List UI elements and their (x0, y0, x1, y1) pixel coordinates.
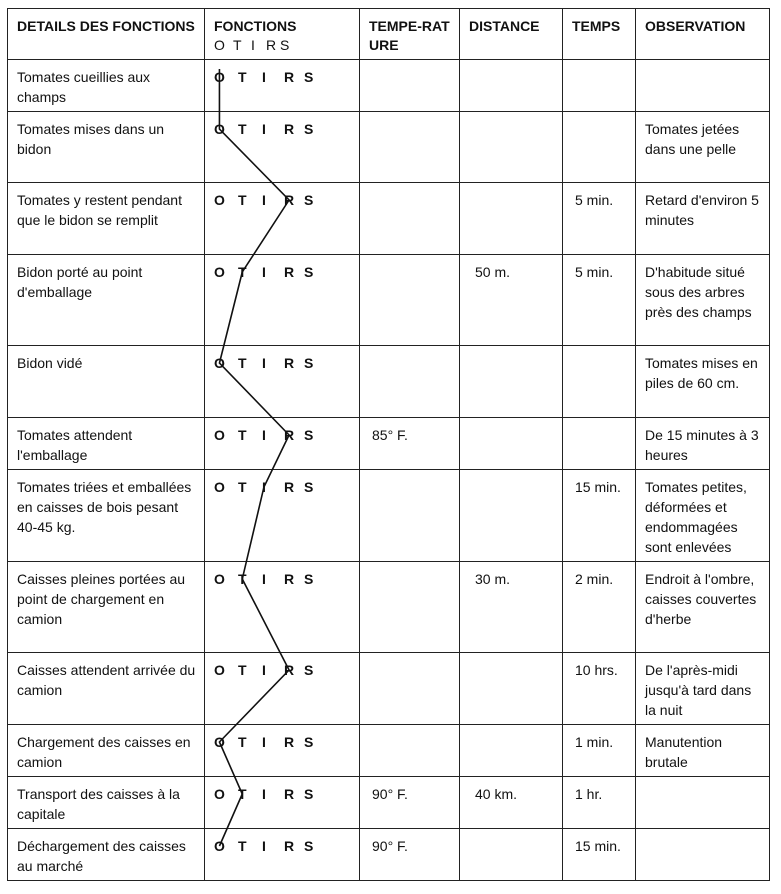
function-letter-t: T (238, 479, 247, 495)
temps-cell: 15 min. (563, 829, 636, 881)
table-row (8, 60, 770, 112)
observation-cell: Tomates mises en piles de 60 cm. (636, 346, 770, 418)
function-letter-t: T (238, 838, 247, 854)
function-letter-o: O (214, 121, 225, 137)
table-row (8, 418, 770, 470)
fonctions-cell (205, 777, 360, 829)
function-letter-r: R (284, 121, 295, 137)
detail-cell: Tomates y restent pendant que le bidon se remplit (8, 183, 205, 255)
distance-cell: 50 m. (460, 255, 563, 346)
function-letter-o: O (214, 571, 225, 587)
table-row (8, 777, 770, 829)
observation-cell: Tomates petites, déformées et endommagées sont enlevées (636, 470, 770, 562)
distance-cell (460, 60, 563, 112)
function-letter-r: R (284, 838, 295, 854)
header-observation: OBSERVATION (636, 9, 770, 60)
distance-cell (460, 470, 563, 562)
table-row (8, 562, 770, 653)
function-letter-r: R (284, 355, 295, 371)
temps-cell: 1 hr. (563, 777, 636, 829)
temperature-cell (360, 255, 460, 346)
distance-cell (460, 653, 563, 725)
temperature-cell (360, 725, 460, 777)
distance-cell: 40 km. (460, 777, 563, 829)
fonctions-cell (205, 255, 360, 346)
function-letter-t: T (238, 734, 247, 750)
function-letter-r: R (284, 427, 295, 443)
function-letter-t: T (238, 571, 247, 587)
function-letter-r: R (284, 571, 295, 587)
function-letter-o: O (214, 734, 225, 750)
function-letter-s: S (304, 264, 314, 280)
function-letter-s: S (304, 121, 314, 137)
detail-cell: Tomates mises dans un bidon (8, 112, 205, 183)
observation-cell: De l'après-midi jusqu'à tard dans la nuit (636, 653, 770, 725)
header-details: DETAILS DES FONCTIONS (8, 9, 205, 60)
function-letter-o: O (214, 264, 225, 280)
function-letter-i: I (262, 264, 266, 280)
function-letters (214, 836, 353, 856)
function-letter-r: R (284, 69, 295, 85)
detail-cell: Transport des caisses à la capitale (8, 777, 205, 829)
header-distance: DISTANCE (460, 9, 563, 60)
table-row (8, 470, 770, 562)
detail-cell: Tomates triées et emballées en caisses de bois pesant 40-45 kg. (8, 470, 205, 562)
fonctions-cell (205, 470, 360, 562)
function-letters (214, 67, 353, 87)
table-row (8, 725, 770, 777)
temperature-cell: 90° F. (360, 829, 460, 881)
function-letter-r: R (284, 662, 295, 678)
function-letter-s: S (304, 786, 314, 802)
distance-cell (460, 725, 563, 777)
function-letter-t: T (238, 662, 247, 678)
function-letter-o: O (214, 786, 225, 802)
function-letter-s: S (304, 479, 314, 495)
fonctions-cell (205, 562, 360, 653)
function-letter-t: T (238, 355, 247, 371)
function-letter-s: S (304, 427, 314, 443)
function-letter-s: S (304, 838, 314, 854)
function-letter-o: O (214, 662, 225, 678)
function-letter-i: I (262, 69, 266, 85)
function-letter-t: T (238, 786, 247, 802)
function-letter-t: T (238, 264, 247, 280)
temps-cell: 5 min. (563, 183, 636, 255)
distance-cell: 30 m. (460, 562, 563, 653)
observation-cell: Tomates jetées dans une pelle (636, 112, 770, 183)
fonctions-cell (205, 346, 360, 418)
temperature-cell (360, 183, 460, 255)
table-row (8, 255, 770, 346)
temperature-cell (360, 653, 460, 725)
function-letters (214, 190, 353, 210)
function-letter-o: O (214, 427, 225, 443)
observation-cell: D'habitude situé sous des arbres près des champs (636, 255, 770, 346)
function-letter-s: S (304, 69, 314, 85)
function-letter-r: R (284, 734, 295, 750)
observation-cell (636, 829, 770, 881)
table-row (8, 346, 770, 418)
function-letter-i: I (262, 355, 266, 371)
header-row (8, 9, 770, 60)
temps-cell: 15 min. (563, 470, 636, 562)
fonctions-cell (205, 653, 360, 725)
function-letters (214, 569, 353, 589)
function-letter-i: I (262, 571, 266, 587)
function-letter-i: I (262, 192, 266, 208)
observation-cell (636, 777, 770, 829)
function-letter-o: O (214, 355, 225, 371)
table-row (8, 183, 770, 255)
function-letters (214, 732, 353, 752)
detail-cell: Déchargement des caisses au marché (8, 829, 205, 881)
header-temperature: TEMPE-RATURE (360, 9, 460, 60)
function-letter-i: I (262, 662, 266, 678)
function-letter-r: R (284, 786, 295, 802)
temps-cell: 5 min. (563, 255, 636, 346)
function-letter-s: S (304, 192, 314, 208)
distance-cell (460, 183, 563, 255)
detail-cell: Bidon porté au point d'emballage (8, 255, 205, 346)
observation-cell: Endroit à l'ombre, caisses couvertes d'herbe (636, 562, 770, 653)
function-letter-t: T (238, 121, 247, 137)
header-letter-s: S (280, 37, 290, 53)
function-letter-o: O (214, 192, 225, 208)
header-temps: TEMPS (563, 9, 636, 60)
fonctions-cell (205, 418, 360, 470)
distance-cell (460, 112, 563, 183)
function-letter-r: R (284, 264, 295, 280)
function-letters (214, 262, 353, 282)
distance-cell (460, 346, 563, 418)
temperature-cell: 85° F. (360, 418, 460, 470)
function-letter-s: S (304, 662, 314, 678)
header-letter-t: T (233, 37, 242, 53)
function-letter-i: I (262, 734, 266, 750)
function-letters (214, 660, 353, 680)
header-letter-o: O (214, 37, 225, 53)
function-letter-t: T (238, 192, 247, 208)
temps-cell (563, 112, 636, 183)
temperature-cell (360, 346, 460, 418)
observation-cell: Retard d'environ 5 minutes (636, 183, 770, 255)
header-fonctions-label: FONCTIONS (214, 18, 297, 34)
detail-cell: Bidon vidé (8, 346, 205, 418)
function-letter-i: I (262, 121, 266, 137)
fonctions-cell (205, 725, 360, 777)
detail-cell: Caisses pleines portées au point de chargement en camion (8, 562, 205, 653)
fonctions-cell (205, 829, 360, 881)
table-row (8, 829, 770, 881)
function-letter-s: S (304, 734, 314, 750)
temps-cell (563, 346, 636, 418)
temps-cell: 2 min. (563, 562, 636, 653)
function-letter-i: I (262, 838, 266, 854)
function-letter-s: S (304, 571, 314, 587)
function-letter-r: R (284, 192, 295, 208)
function-letter-o: O (214, 479, 225, 495)
header-letters (214, 36, 353, 55)
header-letter-i: I (251, 37, 255, 53)
fonctions-cell (205, 183, 360, 255)
temperature-cell (360, 470, 460, 562)
function-letter-s: S (304, 355, 314, 371)
observation-cell: De 15 minutes à 3 heures (636, 418, 770, 470)
detail-cell: Caisses attendent arrivée du camion (8, 653, 205, 725)
fonctions-cell (205, 60, 360, 112)
temps-cell (563, 60, 636, 112)
table-row (8, 653, 770, 725)
function-letter-i: I (262, 786, 266, 802)
function-letter-t: T (238, 427, 247, 443)
observation-cell: Manutention brutale (636, 725, 770, 777)
process-flow-table (7, 8, 770, 881)
function-letter-r: R (284, 479, 295, 495)
table-row (8, 112, 770, 183)
fonctions-cell (205, 112, 360, 183)
detail-cell: Tomates attendent l'emballage (8, 418, 205, 470)
function-letters (214, 425, 353, 445)
header-letter-r: R (266, 37, 277, 53)
temps-cell (563, 418, 636, 470)
temps-cell: 1 min. (563, 725, 636, 777)
temperature-cell (360, 112, 460, 183)
function-letter-i: I (262, 479, 266, 495)
detail-cell: Tomates cueillies aux champs (8, 60, 205, 112)
temperature-cell (360, 562, 460, 653)
distance-cell (460, 829, 563, 881)
function-letter-o: O (214, 69, 225, 85)
function-letters (214, 119, 353, 139)
function-letters (214, 784, 353, 804)
function-letters (214, 477, 353, 497)
function-letters (214, 353, 353, 373)
detail-cell: Chargement des caisses en camion (8, 725, 205, 777)
distance-cell (460, 418, 563, 470)
header-fonctions (205, 9, 360, 60)
observation-cell (636, 60, 770, 112)
function-letter-t: T (238, 69, 247, 85)
temps-cell: 10 hrs. (563, 653, 636, 725)
temperature-cell: 90° F. (360, 777, 460, 829)
function-letter-i: I (262, 427, 266, 443)
temperature-cell (360, 60, 460, 112)
function-letter-o: O (214, 838, 225, 854)
